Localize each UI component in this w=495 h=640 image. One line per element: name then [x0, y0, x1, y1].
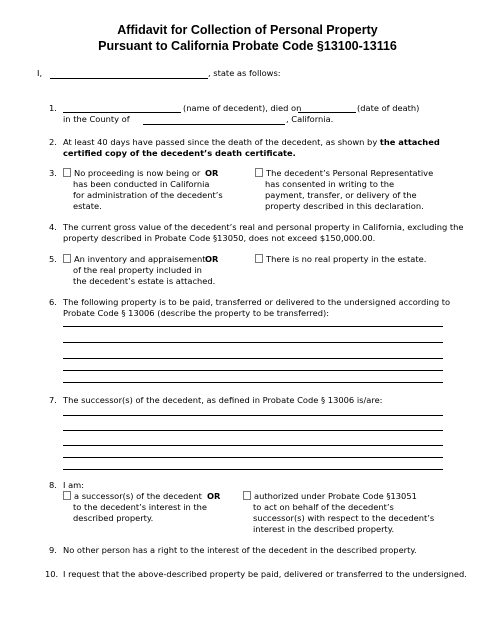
- item-5-or: OR: [205, 254, 219, 264]
- item-3-or: OR: [205, 168, 219, 178]
- item-3-option-a[interactable]: No proceeding is now being or has been conducted in California for administration of the decedent’s estate.: [63, 168, 223, 212]
- property-description-line[interactable]: [63, 370, 443, 371]
- successor-line[interactable]: [63, 457, 443, 458]
- item-9-text: No other person has a right to the interest of the decedent in the described property.: [63, 545, 417, 555]
- property-description-line[interactable]: [63, 326, 443, 327]
- item-10-text: I request that the above-described property be paid, delivered or transferred to the undersigned.: [63, 569, 467, 579]
- item-8-number: 8.: [49, 480, 57, 490]
- property-description-line[interactable]: [63, 342, 443, 343]
- checkbox-icon[interactable]: [63, 168, 71, 177]
- item-6-number: 6.: [49, 297, 57, 307]
- intro-suffix: , state as follows:: [208, 68, 281, 78]
- item-5-option-a[interactable]: An inventory and appraisement of the real property included in the decedent’s estate is attached.: [63, 254, 215, 287]
- item-4-text-line2: property described in Probate Code §13050, does not exceed $150,000.00.: [63, 233, 376, 243]
- county-field[interactable]: [143, 124, 285, 125]
- decedent-name-field[interactable]: [63, 112, 181, 113]
- checkbox-icon[interactable]: [243, 491, 251, 500]
- item-2-bold-text: certified copy of the decedent’s death certificate.: [63, 148, 296, 158]
- item-8-or: OR: [207, 491, 221, 501]
- item-2-text: At least 40 days have passed since the death of the decedent, as shown by the attached: [63, 137, 440, 147]
- item-9-number: 9.: [49, 545, 57, 555]
- decedent-label: (name of decedent), died on: [183, 103, 302, 113]
- checkbox-icon[interactable]: [255, 254, 263, 263]
- item-8-option-a[interactable]: a successor(s) of the decedent to the decedent’s interest in the described property.: [63, 491, 207, 524]
- successor-line[interactable]: [63, 430, 443, 431]
- item-6-text-line2: Probate Code § 13006 (describe the property to be transferred):: [63, 308, 330, 318]
- checkbox-icon[interactable]: [63, 254, 71, 263]
- item-2-number: 2.: [49, 137, 57, 147]
- document-subtitle: Pursuant to California Probate Code §13100-13116: [98, 39, 397, 53]
- property-description-line[interactable]: [63, 358, 443, 359]
- item-7-text: The successor(s) of the decedent, as defined in Probate Code § 13006 is/are:: [63, 395, 383, 405]
- successor-line[interactable]: [63, 415, 443, 416]
- item-3-option-b[interactable]: The decedent’s Personal Representative has consented in writing to the payment, transfer, or delivery of the property described in this declaration.: [255, 168, 433, 212]
- item-6-text-line1: The following property is to be paid, transferred or delivered to the undersigned according to: [63, 297, 451, 307]
- item-1-number: 1.: [49, 103, 57, 113]
- affiant-name-field[interactable]: [50, 78, 208, 79]
- document-title: Affidavit for Collection of Personal Property: [117, 23, 378, 37]
- date-of-death-field[interactable]: [298, 112, 356, 113]
- item-5-number: 5.: [49, 254, 57, 264]
- intro-prefix: I,: [37, 68, 43, 78]
- item-5-option-b[interactable]: There is no real property in the estate.: [255, 254, 426, 265]
- date-of-death-label: (date of death): [357, 103, 420, 113]
- checkbox-icon[interactable]: [255, 168, 263, 177]
- item-4-number: 4.: [49, 222, 57, 232]
- successor-line[interactable]: [63, 469, 443, 470]
- item-7-number: 7.: [49, 395, 57, 405]
- property-description-line[interactable]: [63, 382, 443, 383]
- successor-line[interactable]: [63, 445, 443, 446]
- checkbox-icon[interactable]: [63, 491, 71, 500]
- item-10-number: 10.: [45, 569, 59, 579]
- item-4-text-line1: The current gross value of the decedent’s real and personal property in California, excluding the: [63, 222, 464, 232]
- county-suffix: , California.: [286, 114, 334, 124]
- county-label: in the County of: [63, 114, 130, 124]
- item-8-option-b[interactable]: authorized under Probate Code §13051 to act on behalf of the decedent’s successor(s) with respect to the decedent’s interest in the described property.: [243, 491, 434, 535]
- item-8-text: I am:: [63, 480, 85, 490]
- item-3-number: 3.: [49, 168, 57, 178]
